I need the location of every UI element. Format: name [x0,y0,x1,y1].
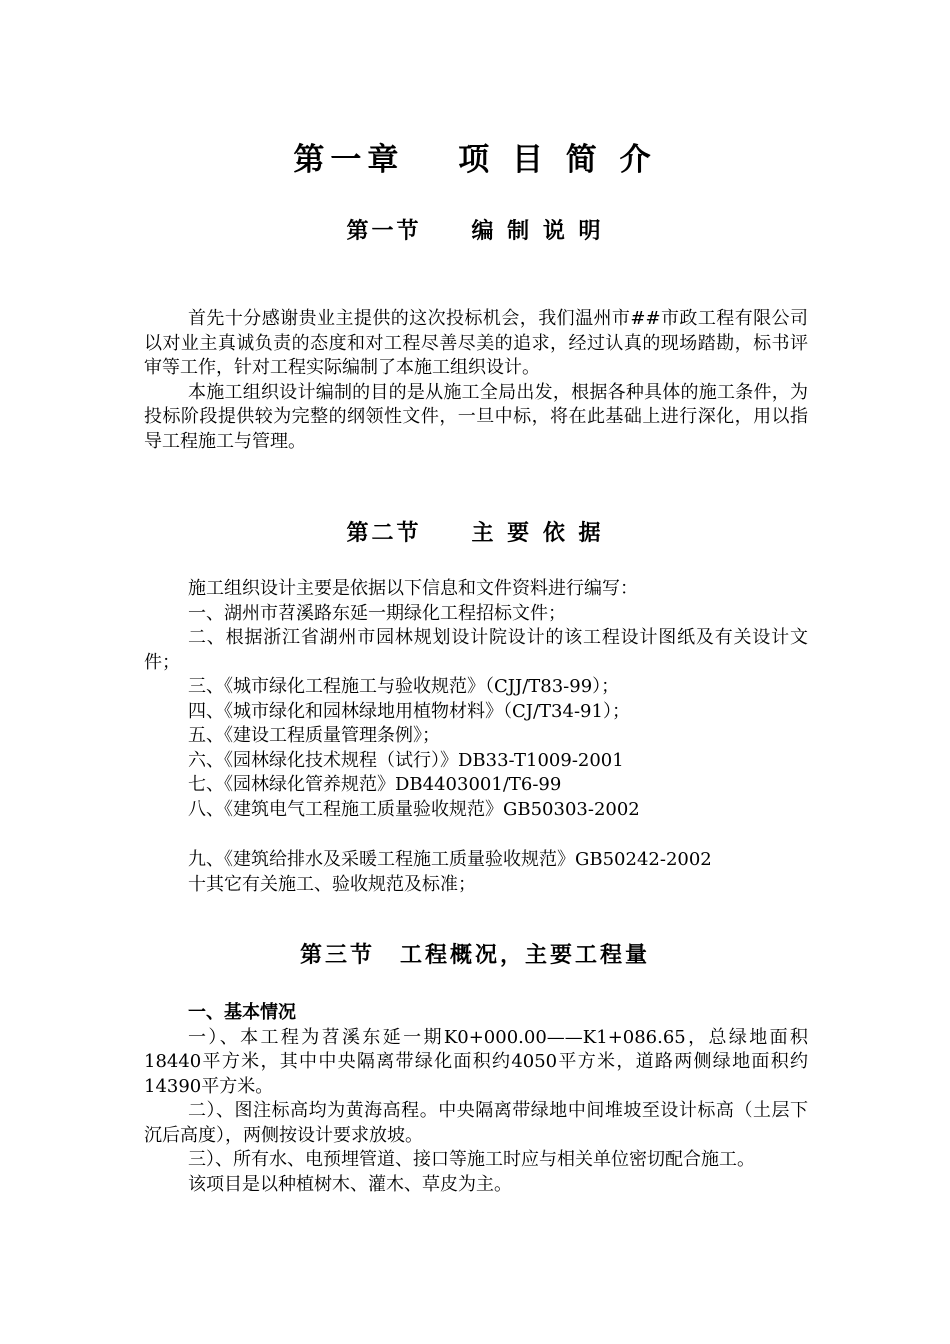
section-3-title: 第三节 工程概况，主要工程量 [299,943,650,968]
section-1-body [144,307,808,454]
paragraph: 首先十分感谢贵业主提供的这次投标机会，我们温州市##市政工程有限公司以对业主真诚负责的态度和对工程尽善尽美的追求，经过认真的现场踏勘，标书评审等工作，针对工程实际编制了本施工组织设计。 [144,308,808,378]
section-2-title: 第二节 主 要 依 据 [346,521,604,546]
paragraph: 三）、所有水、电预埋管道、接口等施工时应与相关单位密切配合施工。 [188,1149,755,1170]
section-3-body [144,1001,808,1197]
basis-item: 四、《城市绿化和园林绿地用植物材料》（CJ/T34-91）； [188,700,630,722]
basis-item: 十其它有关施工、验收规范及标准； [188,873,476,895]
paragraph: 二）、图注标高均为黄海高程。中央隔离带绿地中间堆坡至设计标高（土层下沉后高度），两侧按设计要求放坡。 [144,1100,808,1146]
chapter-title: 第一章 项 目 简 介 [293,142,657,178]
paragraph: 本施工组织设计编制的目的是从施工全局出发，根据各种具体的施工条件，为投标阶段提供较为完整的纲领性文件，一旦中标，将在此基础上进行深化，用以指导工程施工与管理。 [144,381,808,452]
subheading: 一、基本情况 [188,1002,296,1023]
basis-item: 五、《建设工程质量管理条例》； [188,725,440,746]
basis-item: 九、《建筑给排水及采暖工程施工质量验收规范》GB50242-2002 [188,849,712,870]
section-2-body [144,577,808,897]
basis-item: 二、根据浙江省湖州市园林规划设计院设计的该工程设计图纸及有关设计文件； [144,627,808,673]
paragraph: 该项目是以种植树木、灌木、草皮为主。 [188,1173,512,1195]
section-1-title: 第一节 编 制 说 明 [346,219,604,244]
paragraph: 一）、本工程为苕溪东延一期K0+000.00——K1+086.65，总绿地面积18440平方米，其中中央隔离带绿化面积约4050平方米，道路两侧绿地面积约14390平方米。 [144,1026,808,1097]
basis-item: 八、《建筑电气工程施工质量验收规范》GB50303-2002 [188,798,640,820]
basis-item: 一、湖州市苕溪路东延一期绿化工程招标文件； [188,602,566,624]
basis-item: 三、《城市绿化工程施工与验收规范》（CJJ/T83-99）； [188,676,620,697]
basis-intro: 施工组织设计主要是依据以下信息和文件资料进行编写： [188,578,638,599]
basis-item: 七、《园林绿化管养规范》DB4403001/T6-99 [188,774,562,795]
basis-item: 六、《园林绿化技术规程（试行）》DB33-T1009-2001 [188,749,624,771]
